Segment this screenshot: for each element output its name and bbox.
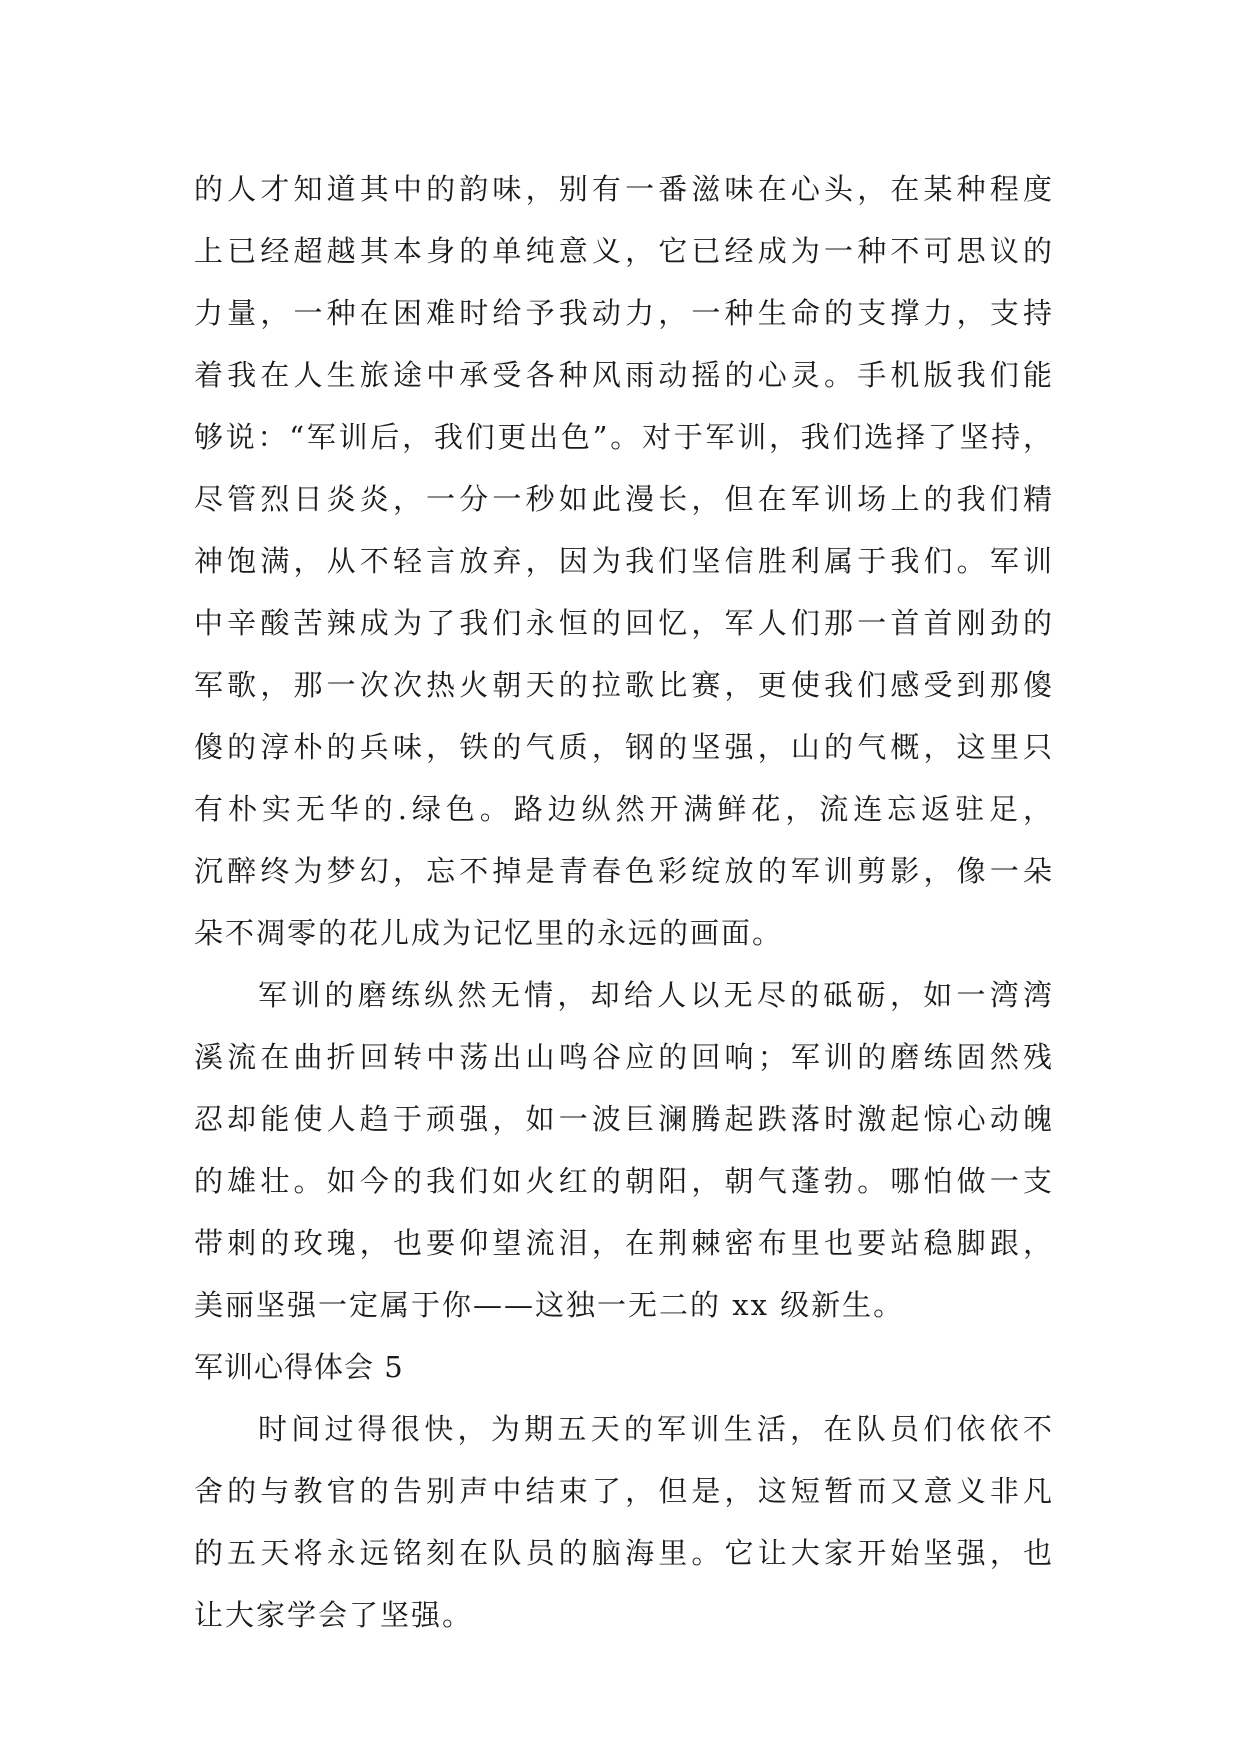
paragraph-line: 军训的磨练纵然无情，却给人以无尽的砥砺，如一湾湾 xyxy=(258,978,1054,1012)
paragraph-line: 朵不凋零的花儿成为记忆里的永远的画面。 xyxy=(194,916,784,950)
paragraph-line: 忍却能使人趋于顽强，如一波巨澜腾起跌落时激起惊心动魄 xyxy=(194,1102,1054,1136)
paragraph-line: 傻的淳朴的兵味，铁的气质，钢的坚强，山的气概，这里只 xyxy=(194,730,1054,764)
paragraph-line: 力量，一种在困难时给予我动力，一种生命的支撑力，支持 xyxy=(194,296,1054,330)
paragraph-line: 神饱满，从不轻言放弃，因为我们坚信胜利属于我们。军训 xyxy=(194,544,1054,578)
paragraph-line: 着我在人生旅途中承受各种风雨动摇的心灵。手机版我们能 xyxy=(194,358,1054,392)
paragraph-line: 舍的与教官的告别声中结束了，但是，这短暂而又意义非凡 xyxy=(194,1474,1054,1508)
paragraph-3 xyxy=(194,1398,1054,1646)
paragraph-line: 溪流在曲折回转中荡出山鸣谷应的回响；军训的磨练固然残 xyxy=(194,1040,1054,1074)
paragraph-line: 时间过得很快，为期五天的军训生活，在队员们依依不 xyxy=(258,1412,1054,1446)
paragraph-line: 让大家学会了坚强。 xyxy=(194,1598,474,1632)
paragraph-line: 军歌，那一次次热火朝天的拉歌比赛，更使我们感受到那傻 xyxy=(194,668,1054,702)
document-body xyxy=(194,158,1054,1646)
section-heading: 军训心得体会 5 xyxy=(194,1350,404,1384)
paragraph-line: 美丽坚强一定属于你——这独一无二的 xx 级新生。 xyxy=(194,1288,905,1322)
paragraph-line: 带刺的玫瑰，也要仰望流泪，在荆棘密布里也要站稳脚跟， xyxy=(194,1226,1054,1260)
paragraph-1 xyxy=(194,158,1054,964)
paragraph-line: 上已经超越其本身的单纯意义，它已经成为一种不可思议的 xyxy=(194,234,1054,268)
paragraph-line: 的人才知道其中的韵味，别有一番滋味在心头，在某种程度 xyxy=(194,172,1054,206)
paragraph-line: 够说：“军训后，我们更出色”。对于军训，我们选择了坚持， xyxy=(194,420,1054,454)
paragraph-line: 有朴实无华的.绿色。路边纵然开满鲜花，流连忘返驻足， xyxy=(194,792,1054,826)
paragraph-2 xyxy=(194,964,1054,1336)
paragraph-line: 中辛酸苦辣成为了我们永恒的回忆，军人们那一首首刚劲的 xyxy=(194,606,1054,640)
paragraph-line: 尽管烈日炎炎，一分一秒如此漫长，但在军训场上的我们精 xyxy=(194,482,1054,516)
paragraph-line: 沉醉终为梦幻，忘不掉是青春色彩绽放的军训剪影，像一朵 xyxy=(194,854,1054,888)
paragraph-line: 的雄壮。如今的我们如火红的朝阳，朝气蓬勃。哪怕做一支 xyxy=(194,1164,1054,1198)
paragraph-line: 的五天将永远铭刻在队员的脑海里。它让大家开始坚强，也 xyxy=(194,1536,1054,1570)
